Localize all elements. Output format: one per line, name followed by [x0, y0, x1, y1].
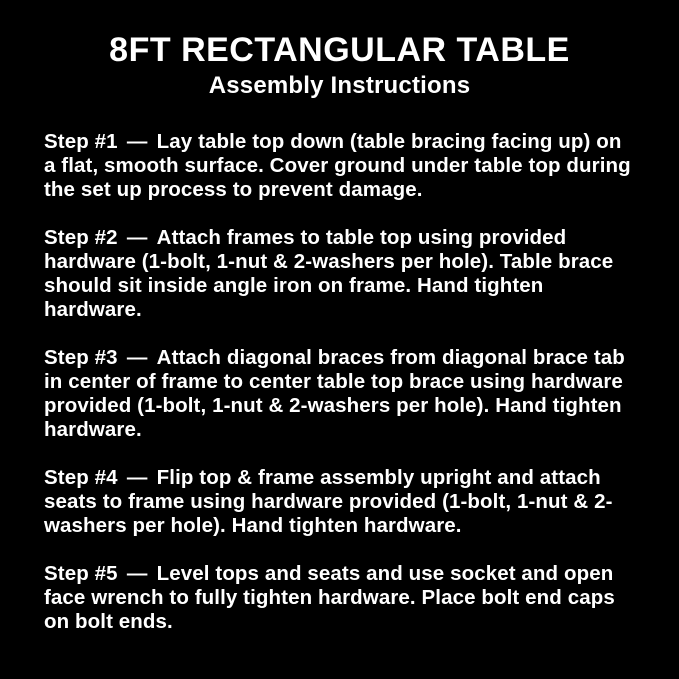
step-label: Step #5: [44, 561, 118, 585]
step-item-3: [44, 346, 635, 442]
page-subtitle: Assembly Instructions: [208, 72, 471, 100]
step-text: Level tops and seats and use socket and open face wrench to fully tighten hardware. Place bolt end caps on bolt ends.: [44, 561, 615, 633]
step-item-5: [44, 562, 635, 634]
header: [44, 32, 635, 100]
steps-list: [44, 130, 635, 634]
step-item-2: [44, 226, 635, 322]
step-text: Lay table top down (table bracing facing up) on a flat, smooth surface. Cover ground under table top during the set up process to prevent damage.: [44, 129, 631, 201]
step-dash: —: [126, 129, 148, 153]
step-dash: —: [126, 465, 148, 489]
step-dash: —: [126, 345, 148, 369]
step-label: Step #1: [44, 129, 118, 153]
step-item-1: [44, 130, 635, 202]
step-dash: —: [126, 225, 148, 249]
step-text: Attach diagonal braces from diagonal brace tab in center of frame to center table top brace using hardware provided (1-bolt, 1-nut & 2-washers per hole). Hand tighten hardware.: [44, 345, 625, 441]
page-title: 8FT RECTANGULAR TABLE: [109, 31, 570, 69]
step-dash: —: [126, 561, 148, 585]
step-text: Attach frames to table top using provided hardware (1-bolt, 1-nut & 2-washers per hole). Table brace should sit inside angle iron on frame. Hand tighten hardware.: [44, 225, 614, 321]
step-text: Flip top & frame assembly upright and attach seats to frame using hardware provided (1-bolt, 1-nut & 2-washers per hole). Hand tighten hardware.: [44, 465, 613, 537]
step-label: Step #4: [44, 465, 118, 489]
step-label: Step #2: [44, 225, 118, 249]
step-label: Step #3: [44, 345, 118, 369]
step-item-4: [44, 466, 635, 538]
